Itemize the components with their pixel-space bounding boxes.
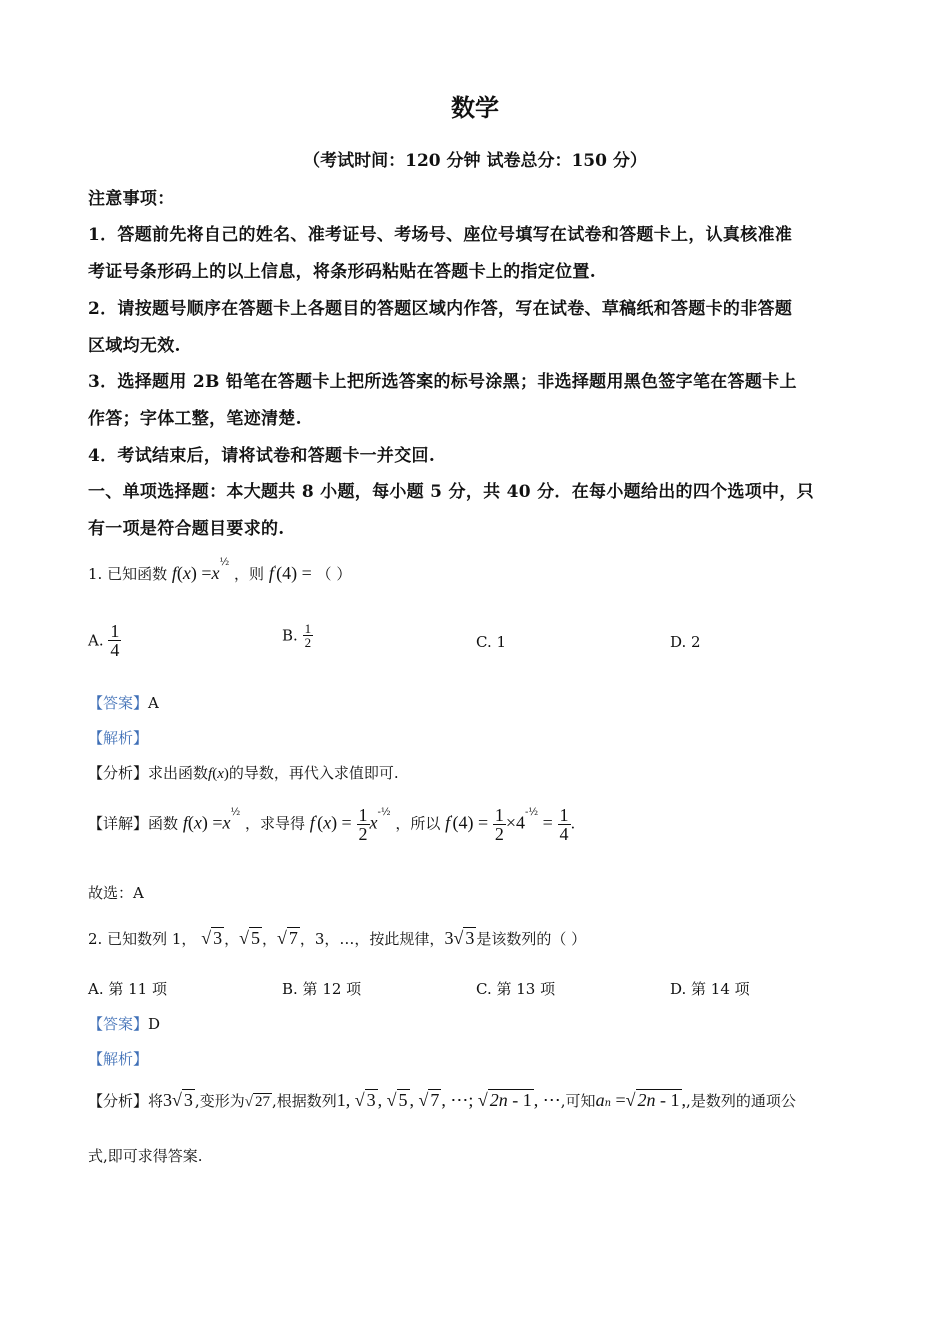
formula: f [268,563,274,583]
option-a[interactable]: A. 第 11 项 [88,980,167,998]
section-heading: 一、单项选择题：本大题共 8 小题，每小题 5 分，共 40 分．在每小题给出的四个选项中，只 [88,482,814,502]
question-text: ，则 [234,565,265,583]
analysis-tag: 【解析】 [88,1050,149,1068]
detail-line: 【详解】函数 $f(x) =x^{\frac{1}{2}}$ ，求导得 f′(x) = $\frac{1}{2}$ $x^{-\frac{1}{2}}$ ，所以 f′(4) = $\frac{1}{2}$ $\times 4^{-\frac{1}{2}}$ = $\frac{1}{4}$ . [88,805,576,844]
fenxi-line: 式,即可求得答案. [88,1147,203,1165]
fenxi-line: 【分析】将3√ 3 ,变形为√ 27 ,根据数列1, √ 3 , √ 5 , √ 7 , ⋯; √ 2n - 1 , ⋯,可知an =√ 2n - 1 ,,是数列的通项公 [88,1090,796,1110]
option-d[interactable]: D. 第 14 项 [670,980,750,998]
option-b[interactable]: B. $\frac{1}{2}$ [282,621,312,650]
conclusion: 故选：A [88,884,144,902]
answer-line: 【答案】D [88,1015,161,1033]
notice-line: 区域均无效. [88,336,181,356]
option-d[interactable]: D. 2 [670,633,701,651]
fenxi-line: 【分析】求出函数f(x)的导数，再代入求值即可. [88,764,399,782]
option-c[interactable]: C. 1 [476,633,507,651]
question-1: 1. 已知函数 $f(x) =x^{\frac{1}{2}}$ ，则 f′(4) = （ ） [88,557,352,583]
exam-info: （考试时间：120 分钟 试卷总分：150 分） [303,151,647,171]
answer-line: 【答案】A [88,694,159,712]
notice-line: 考证号条形码上的以上信息，将条形码粘贴在答题卡上的指定位置. [88,262,596,282]
notice-heading: 注意事项： [88,189,175,209]
notice-line: 2．请按题号顺序在答题卡上各题目的答题区域内作答，写在试卷、草稿纸和答题卡的非答题 [88,299,793,319]
formula: f [171,563,177,583]
section-heading: 有一项是符合题目要求的. [88,519,285,539]
page-title: 数学 [451,93,499,122]
question-2: 2. 已知数列 1， √ 3 ，√ 5 ，√ 7 ，3，…，按此规律，3√ 3 是该数列的（ ） [88,928,587,948]
question-text: （ ） [316,565,352,583]
option-a[interactable]: A. $\frac{1}{4}$ [88,621,120,660]
option-c[interactable]: C. 第 13 项 [476,980,556,998]
question-text: 1. 已知函数 [88,565,168,583]
notice-line: 作答；字体工整，笔迹清楚. [88,409,302,429]
analysis-tag: 【解析】 [88,729,149,747]
notice-line: 1．答题前先将自己的姓名、准考证号、考场号、座位号填写在试卷和答题卡上，认真核准准 [88,225,793,245]
option-b[interactable]: B. 第 12 项 [282,980,362,998]
notice-line: 4．考试结束后，请将试卷和答题卡一并交回. [88,446,436,466]
notice-line: 3．选择题用 2B 铅笔在答题卡上把所选答案的标号涂黑；非选择题用黑色签字笔在答题卡上 [88,372,797,392]
